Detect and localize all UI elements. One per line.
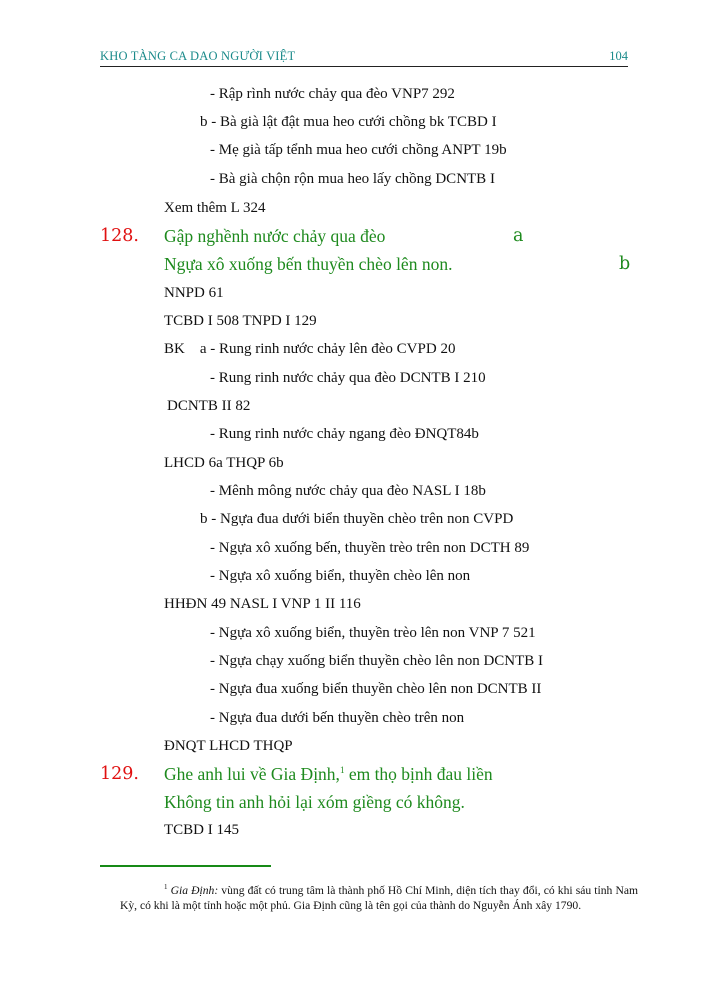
variant-line: - Mẹ già tấp tểnh mua heo cưới chồng ANPT 19b (210, 142, 507, 158)
variant-line: b - Bà già lật đật mua heo cưới chồng bk TCBD I (200, 114, 497, 130)
footnote-separator (100, 865, 271, 867)
book-title: KHO TÀNG CA DAO NGƯỜI VIỆT (100, 49, 296, 63)
verse-line: Gập nghềnh nước chảy qua đèo (164, 226, 386, 246)
source-ref: NNPD 61 (164, 285, 224, 301)
source-ref: ĐNQT LHCD THQP (164, 738, 293, 754)
verse-line: Ngựa xô xuống bến thuyền chèo lên non. (164, 254, 453, 274)
verse-text: Ghe anh lui về Gia Định, (164, 764, 340, 784)
variant-line: - Ngựa chạy xuống biển thuyền chèo lên non DCNTB I (210, 653, 544, 669)
variant-line: - Ngựa xô xuống biển, thuyền trèo lên non VNP 7 521 (210, 625, 536, 641)
source-ref: TCBD I 145 (164, 822, 239, 838)
verse-text: em thọ bịnh đau liền (344, 764, 493, 784)
source-ref: HHĐN 49 NASL I VNP 1 II 116 (164, 596, 361, 612)
page-number: 104 (609, 49, 628, 63)
verse-line: Không tin anh hỏi lại xóm giềng có không. (164, 792, 465, 812)
variant-line: - Rung rinh nước chảy qua đèo DCNTB I 210 (210, 370, 486, 386)
verse-tag: b (619, 254, 631, 274)
variant-line: - Ngựa đua xuống biển thuyền chèo lên non DCNTB II (210, 681, 542, 697)
source-ref: BK a - Rung rinh nước chảy lên đèo CVPD 20 (164, 341, 456, 357)
variant-line: - Ngựa đua dưới bến thuyền chèo trên non (210, 710, 465, 726)
verse-line (164, 764, 493, 785)
see-also: Xem thêm L 324 (164, 200, 266, 216)
variant-line: - Mênh mông nước chảy qua đèo NASL I 18b (210, 483, 486, 499)
footnote-term: Gia Định: (170, 884, 219, 897)
entry-number: 129. (100, 764, 139, 784)
footnote-marker[interactable]: 1 (339, 765, 345, 775)
footnote-number: 1 (164, 883, 168, 891)
variant-line: - Ngựa xô xuống bến, thuyền trèo trên non DCTH 89 (210, 540, 530, 556)
variant-line: - Bà già chộn rộn mua heo lấy chồng DCNTB I (210, 171, 495, 187)
variant-line: - Rung rinh nước chảy ngang đèo ĐNQT84b (210, 426, 479, 442)
variant-line: - Rập rình nước chảy qua đèo VNP7 292 (210, 86, 455, 102)
source-ref: LHCD 6a THQP 6b (164, 455, 284, 471)
variant-line: - Ngựa xô xuống biển, thuyền chèo lên non (210, 568, 471, 584)
source-ref: TCBD I 508 TNPD I 129 (164, 313, 317, 329)
entry-number: 128. (100, 226, 139, 246)
footnote-text: vùng đất có trung tâm là thành phố Hồ Chí Minh, diện tích thay đổi, có khi sáu tỉnh Nam Kỳ, có khi là một tỉnh hoặc một phủ. Gia Định cũng là tên gọi của thành do Nguyễn Ánh xây 1790. (120, 884, 638, 912)
source-ref: DCNTB II 82 (167, 398, 251, 414)
verse-tag: a (513, 226, 524, 246)
running-header (100, 48, 628, 67)
variant-line: b - Ngựa đua dưới biển thuyền chèo trên non CVPD (200, 511, 514, 527)
footnote (120, 880, 638, 913)
